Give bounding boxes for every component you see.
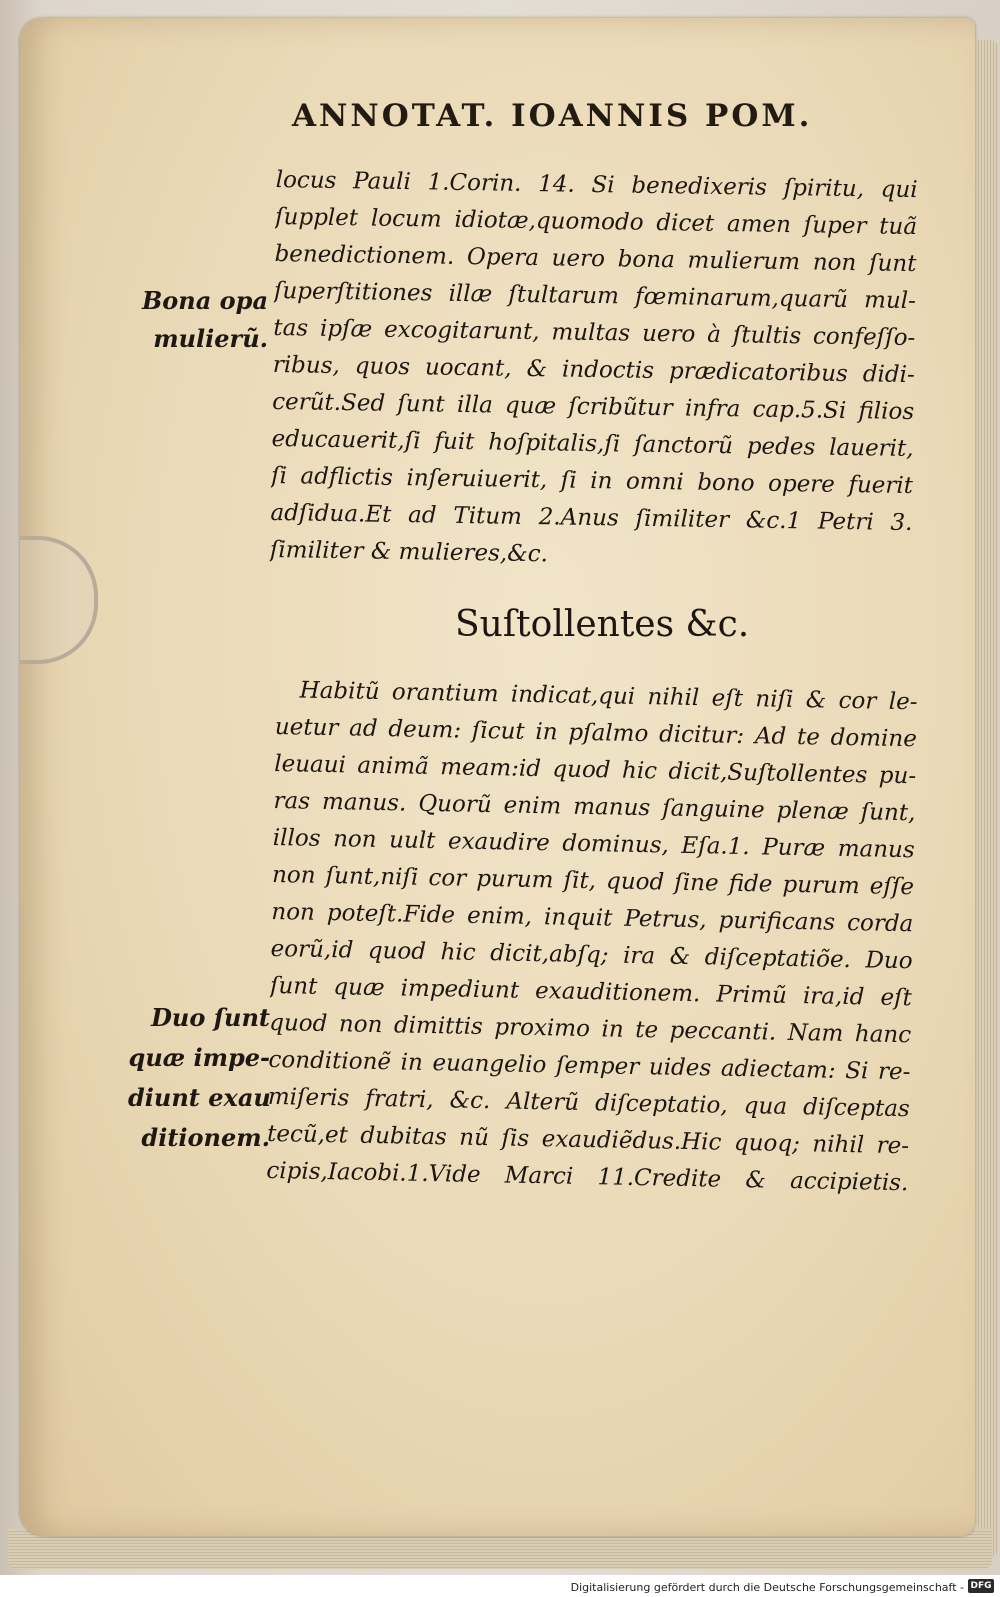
text-line: locus Pauli 1.Corin. 14. Si benedixeris ſpiritu, qui [275, 166, 918, 204]
running-head: ANNOTAT. IOANNIS POM. [292, 98, 813, 134]
text-line: illos non uult exaudire dominus, Eſa.1. Puræ manus [272, 824, 915, 864]
text-line: ras manus. Quorũ enim manus ſanguine plenæ ſunt, [273, 787, 916, 827]
text-line: ſunt quæ impediunt exauditionem. Primũ ira,id eſt [269, 972, 913, 1012]
footer-credit: Digitalisierung gefördert durch die Deutsche Forschungsgemeinschaft - [570, 1581, 964, 1594]
text-line: educauerit,ſi fuit hoſpitalis,ſi ſanctorũ pedes lauerit, [271, 425, 914, 463]
text-block-2 [266, 672, 918, 1202]
text-block-1 [270, 162, 918, 579]
text-line: ſupplet locum idiotæ,quomodo dicet amen ſuper tuã [274, 203, 918, 241]
text-line: Habitũ orantium indicat,qui nihil eſt niſi & cor le- [299, 677, 918, 716]
marginal-note-line: Duo ſunt [151, 1003, 270, 1032]
marginal-note-1 [118, 282, 268, 358]
text-line: benedictionem. Opera uero bona mulierum non ſunt [274, 240, 917, 278]
text-line: non poteſt.Fide enim, inquit Petrus, purificans corda [271, 898, 914, 938]
text-line: miſeris fratri, &c. Alterũ diſceptatio, qua diſceptas [267, 1083, 910, 1123]
text-line: adſidua.Et ad Titum 2.Anus ſimiliter &c.1 Petri 3. [270, 499, 913, 537]
text-line: cipis,Iacobi.1.Vide Marci 11.Credite & accipietis. [266, 1157, 909, 1197]
marginal-note-2 [128, 998, 270, 1158]
text-line: quod non dimittis proximo in te peccanti. Nam hanc [269, 1009, 912, 1049]
marginal-note-line: Bona opa [142, 286, 268, 315]
section-heading: Suſtollentes &c. [455, 604, 750, 645]
text-line: leuaui animã meam:id quod hic dicit,Suſtollentes pu- [273, 750, 917, 790]
text-line: tecũ,et dubitas nũ ſis exaudiẽdus.Hic quoq; nihil re- [266, 1120, 910, 1160]
text-line: ſuperſtitiones illæ ſtultarum fœminarum,quarũ mul- [273, 277, 917, 315]
footer-bar [0, 1575, 1000, 1597]
text-line: ſimiliter & mulieres,&c. [269, 536, 549, 568]
clasp-icon [20, 536, 98, 664]
marginal-note-line: mulierũ. [153, 324, 268, 353]
marginal-note-line: quæ impe- [128, 1043, 270, 1072]
text-line: non ſunt,niſi cor purum ſit, quod ſine fide purum eſſe [271, 861, 915, 901]
marginal-note-line: ditionem. [141, 1123, 270, 1152]
marginal-note-line: diunt exau [128, 1083, 271, 1112]
dfg-logo: DFG [968, 1579, 994, 1593]
text-line: conditionẽ in euangelio ſemper uides adiectam: Si re- [268, 1046, 911, 1086]
text-line: eorũ,id quod hic dicit,abſq; ira & diſceptatiõe. Duo [270, 935, 913, 975]
text-line: uetur ad deum: ſicut in pſalmo dicitur: Ad te domine [274, 713, 918, 753]
text-line: ribus, quos uocant, & indoctis prædicatoribus didi- [272, 351, 915, 389]
page-edges-right [976, 40, 998, 1557]
text-line: cerũt.Sed ſunt illa quæ ſcribũtur infra cap.5.Si filios [272, 388, 915, 426]
text-line: tas ipſæ excogitarunt, multas uero à ſtultis confeſſo- [273, 314, 916, 352]
text-line: ſi adflictis inſeruiuerit, ſi in omni bono opere fuerit [270, 462, 914, 500]
